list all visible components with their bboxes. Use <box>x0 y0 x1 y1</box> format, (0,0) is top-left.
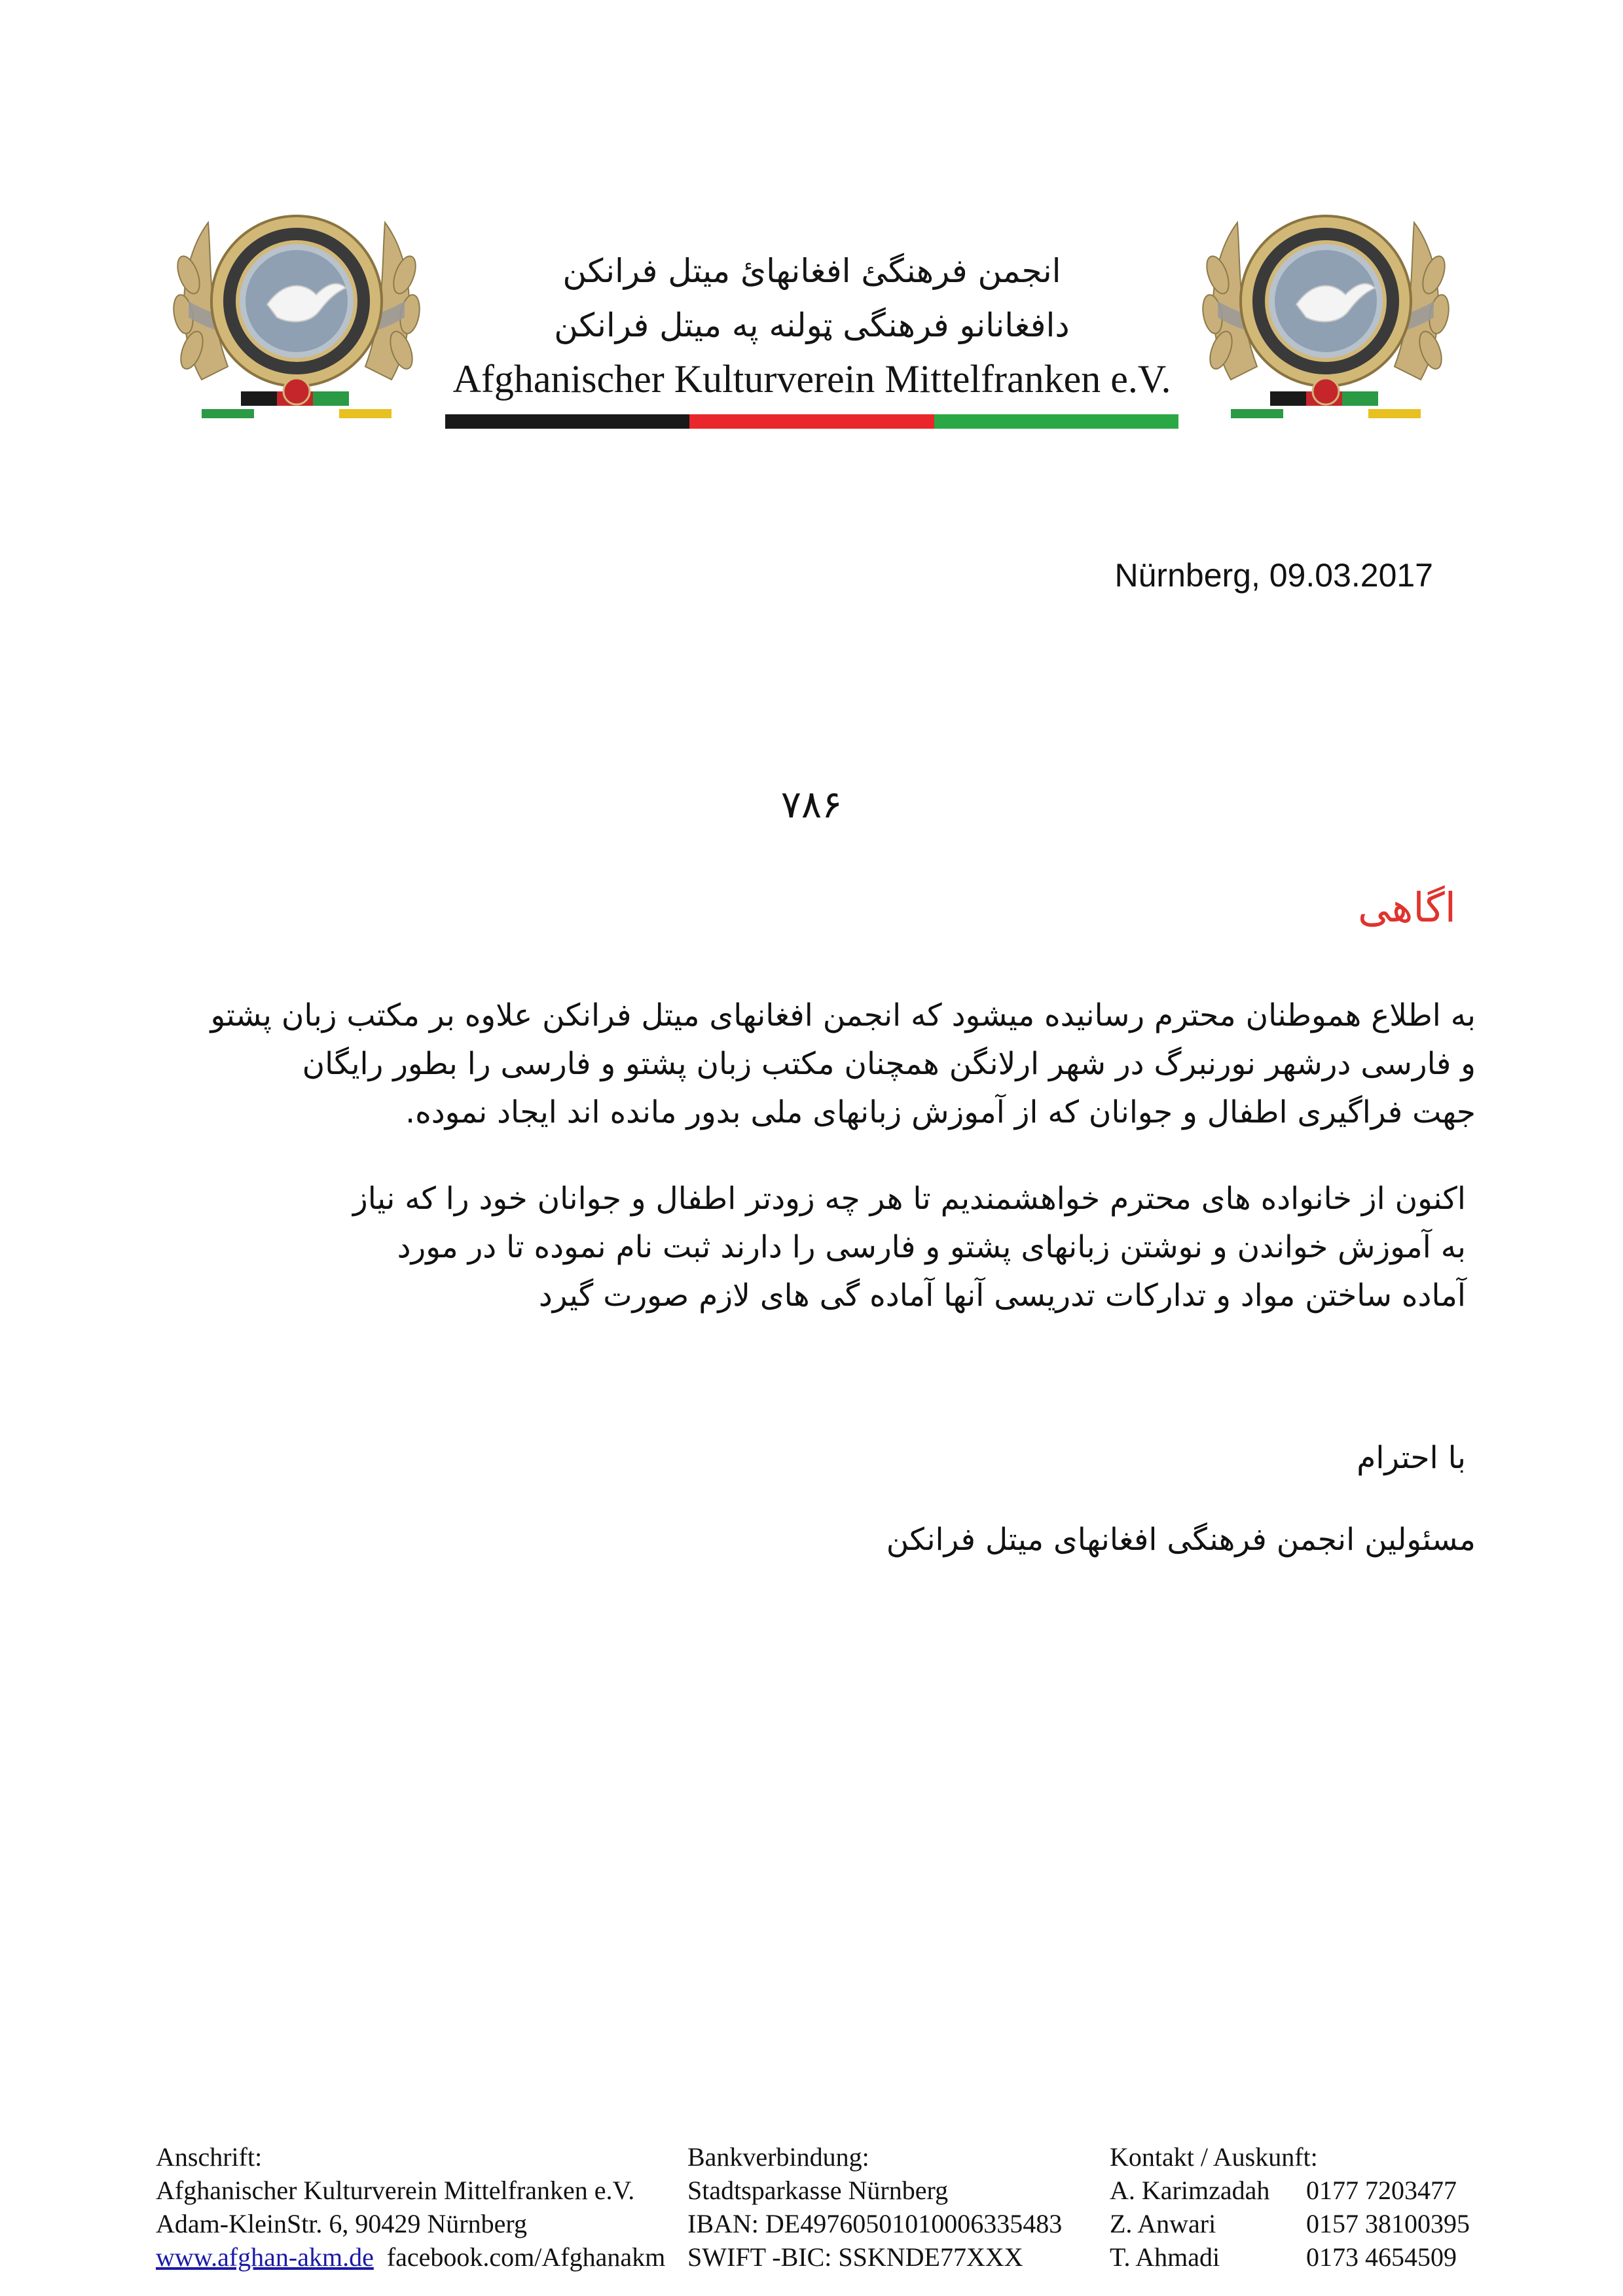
paragraph-line: و فارسی درشهر نورنبرگ در شهر ارلانگن همچنان مکتب زبان پشتو و فارسی را بطور رایگان <box>302 1046 1476 1082</box>
org-name-dari: انجمن فرهنگئ افغانهائ میتل فرانکن <box>562 252 1061 290</box>
address-line: Adam-KleinStr. 6, 90429 Nürnberg <box>156 2209 527 2238</box>
emblem-right-icon <box>1192 183 1460 432</box>
address-line: Afghanischer Kulturverein Mittelfranken e.V. <box>156 2176 635 2205</box>
flag-stripe-black <box>445 414 689 429</box>
contact-row <box>1110 2174 1522 2207</box>
emblem-left-icon <box>162 183 431 432</box>
signature: مسئولین انجمن فرهنگی افغانهای میتل فرانکن <box>886 1522 1476 1558</box>
contact-phone: 0177 7203477 <box>1306 2176 1457 2205</box>
paragraph-line: آماده ساختن مواد و تدارکات تدریسی آنها آماده گی های لازم صورت گیرد <box>538 1278 1466 1314</box>
org-name-pashto: دافغانانو فرهنگی ټولنه په میتل فرانکن <box>554 306 1070 344</box>
emblem-svg <box>1192 183 1460 432</box>
web-links <box>156 2240 665 2274</box>
notice-title: اگاهی <box>1357 884 1456 931</box>
paragraph-2 <box>353 1175 1466 1320</box>
bank-heading: Bankverbindung: <box>687 2142 869 2172</box>
contact-heading: Kontakt / Auskunft: <box>1110 2142 1318 2172</box>
facebook-text <box>380 2242 387 2272</box>
contact-name: T. Ahmadi <box>1110 2242 1220 2272</box>
bank-name: Stadtsparkasse Nürnberg <box>687 2176 949 2205</box>
paragraph-line: جهت فراگیری اطفال و جوانان که از آموزش زبانهای ملی بدور مانده اند ایجاد نموده. <box>405 1094 1476 1130</box>
emblem-svg <box>162 183 431 432</box>
paragraph-1 <box>210 992 1476 1137</box>
contact-phone: 0173 4654509 <box>1306 2242 1457 2272</box>
flag-stripe-green <box>934 414 1178 429</box>
contact-name: Z. Anwari <box>1110 2209 1216 2238</box>
paragraph-line: به آموزش خواندن و نوشتن زبانهای پشتو و فارسی را دارند ثبت نام نموده تا در مورد <box>397 1229 1466 1265</box>
contact-name: A. Karimzadah <box>1110 2176 1270 2205</box>
paragraph-line: به اطلاع هموطنان محترم رسانیده میشود که انجمن افغانهای میتل فرانکن علاوه بر مکتب زبان پشتو <box>210 997 1476 1033</box>
address-heading: Anschrift: <box>156 2142 263 2172</box>
website-link[interactable]: www.afghan-akm.de <box>156 2242 374 2272</box>
org-name-german: Afghanischer Kulturverein Mittelfranken e.V. <box>452 357 1171 401</box>
bank-iban: IBAN: DE49760501010006335483 <box>687 2209 1063 2238</box>
paragraph-line: اکنون از خانواده های محترم خواهشمندیم تا هر چه زودتر اطفال و جوانان خود را که نیاز <box>353 1181 1466 1217</box>
letter-number: ۷۸۶ <box>780 782 843 827</box>
closing-regards: با احترام <box>1357 1440 1466 1476</box>
footer-contact <box>1110 2140 1522 2274</box>
contact-row <box>1110 2240 1522 2274</box>
letter-date: Nürnberg, 09.03.2017 <box>1114 557 1433 594</box>
contact-row <box>1110 2207 1522 2240</box>
contact-phone: 0157 38100395 <box>1306 2209 1470 2238</box>
flag-color-bar <box>445 414 1178 429</box>
flag-stripe-red <box>689 414 934 429</box>
footer-bank <box>687 2140 1062 2274</box>
bank-swift: SWIFT -BIC: SSKNDE77XXX <box>687 2242 1023 2272</box>
facebook-link: facebook.com/Afghanakm <box>386 2242 666 2272</box>
footer-address <box>156 2140 665 2274</box>
